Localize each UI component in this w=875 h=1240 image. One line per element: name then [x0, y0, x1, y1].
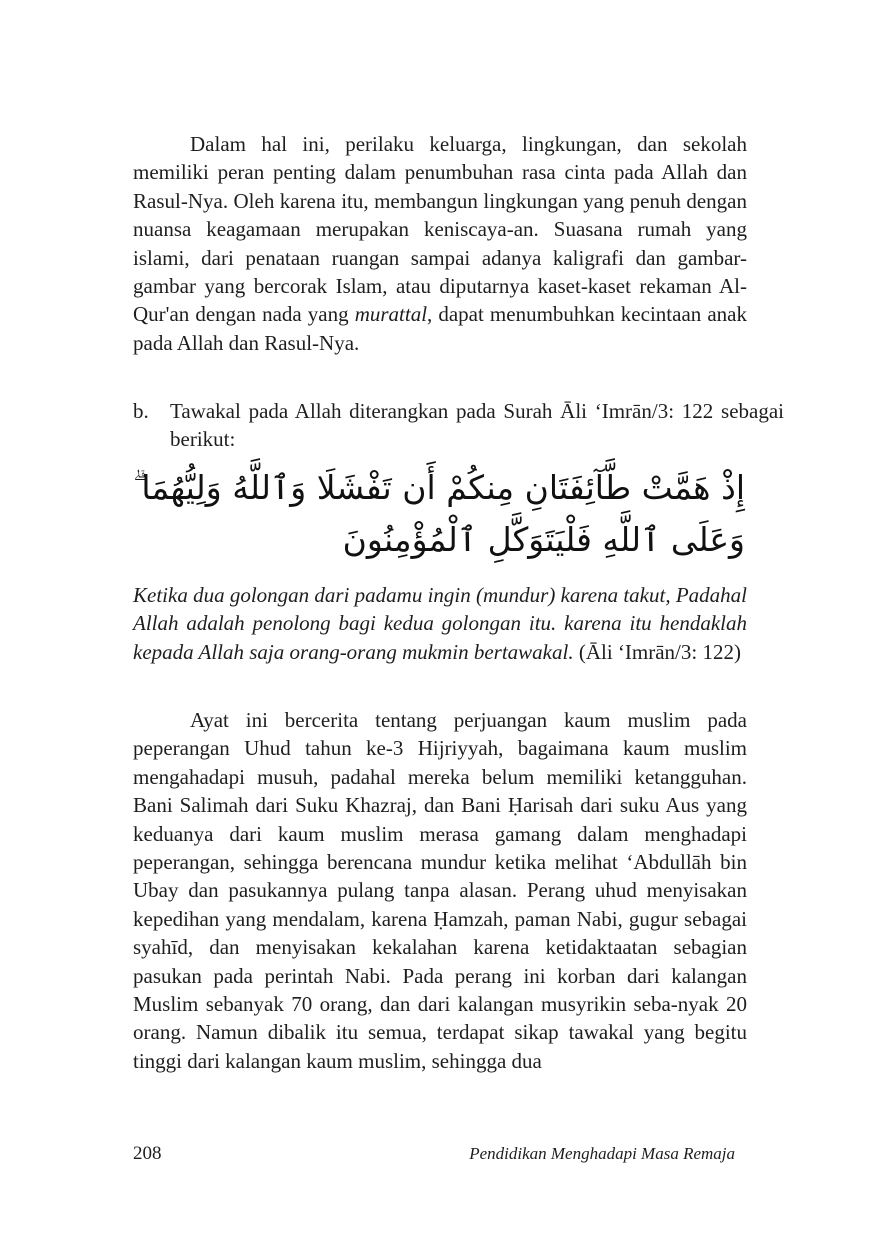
page-number: 208	[133, 1143, 162, 1164]
list-marker: b.	[133, 399, 149, 423]
translation-text: Ketika dua golongan dari padamu ingin (mundur) karena takut, Padahal Allah adalah penolong bagi kedua golongan itu. karena itu hendaklah kepada Allah saja orang-orang mukmin bertawakal.	[133, 583, 748, 664]
quran-verse-arabic: إِذْ هَمَّتْ طَّآئِفَتَانِ مِنكُمْ أَن تَفْشَلَا وَٱللَّهُ وَلِيُّهُمَا ۗ وَعَلَى ٱللَّهِ فَلْيَتَوَكَّلِ ٱلْمُؤْمِنُونَ	[133, 468, 745, 559]
verse-translation	[133, 581, 747, 666]
running-footer-title: Pendidikan Menghadapi Masa Remaja	[469, 1144, 735, 1163]
italic-term-murattal: murattal	[354, 302, 428, 327]
paragraph-environment	[133, 130, 747, 357]
list-item-text: Tawakal pada Allah diterangkan pada Surah Āli ‘Imrān/3: 122 sebagai berikut:	[170, 399, 784, 452]
paragraph-uhud: Ayat ini bercerita tentang perjuangan kaum muslim pada peperangan Uhud tahun ke-3 Hijriyyah, bagaimana kaum muslim mengahadapi musuh, padahal mereka belum memiliki ketangguhan. Bani Salimah dari Suku Khazraj, dan Bani Ḥarisah dari suku Aus yang keduanya dari kaum muslim merasa gamang dalam menghadapi peperangan, sehingga berencana mundur ketika melihat ‘Abdullāh bin Ubay dan pasukannya pulang tanpa alasan. Perang uhud menyisakan kepedihan yang mendalam, karena Ḥamzah, paman Nabi, gugur sebagai syahīd, dan menyisakan kekalahan karena ketidaktaatan sebagian pasukan pada perintah Nabi. Pada perang ini korban dari kalangan Muslim sebanyak 70 orang, dan dari kalangan musyrikin seba-nyak 20 orang. Namun dibalik itu semua, terdapat sikap tawakal yang begitu tinggi dari kalangan kaum muslim, sehingga dua	[133, 708, 747, 1073]
paragraph-environment-text-end: , dapat menumbuhkan kecintaan anak pada Allah dan Rasul-Nya.	[133, 302, 747, 355]
list-item-b	[133, 397, 784, 454]
verse-reference: (Āli ‘Imrān/3: 122)	[573, 639, 741, 664]
paragraph-environment-text: Dalam hal ini, perilaku keluarga, lingkungan, dan sekolah memiliki peran penting dalam penumbuhan rasa cinta pada Allah dan Rasul-Nya. Oleh karena itu, membangun lingkungan yang penuh dengan nuansa keagamaan merupakan keniscaya-an. Suasana rumah yang islami, dari penataan ruangan sampai adanya kaligrafi dan gambar-gambar yang bercorak Islam, atau diputarnya kaset-kaset rekaman Al-Qur'an dengan nada yang	[133, 132, 747, 327]
